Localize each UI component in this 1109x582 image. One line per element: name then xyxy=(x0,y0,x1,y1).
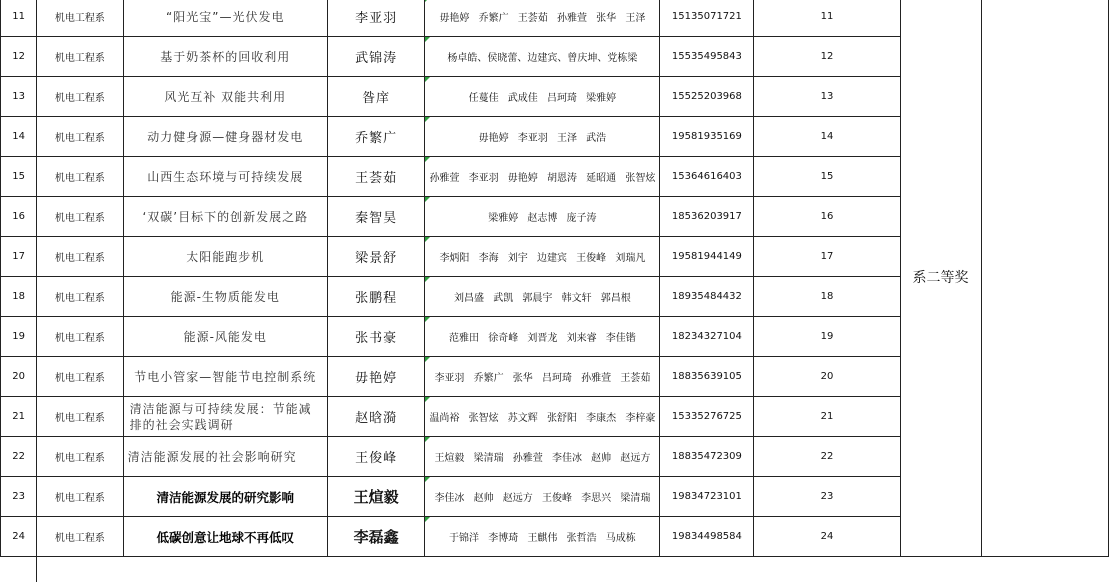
members-cell[interactable]: 李佳冰 赵帅 赵远方 王俊峰 李思兴 梁清瑞 xyxy=(425,477,660,517)
phone-cell[interactable]: 19834723101 xyxy=(660,477,754,517)
comment-marker-icon xyxy=(425,437,430,442)
table-row xyxy=(1,0,1109,37)
members-cell[interactable]: 范雅田 徐奇峰 刘晋龙 刘来睿 李佳锴 xyxy=(425,317,660,357)
row-number[interactable]: 24 xyxy=(1,517,37,557)
leader-cell[interactable]: 王荟茹 xyxy=(327,157,425,197)
rank-cell[interactable]: 22 xyxy=(754,437,900,477)
members-cell[interactable]: 毋艳婷 乔繁广 王荟茹 孙雅萱 张华 王泽 xyxy=(425,0,660,37)
members-cell[interactable]: 刘昌盛 武凯 郭晨宇 韩文轩 郭昌根 xyxy=(425,277,660,317)
rank-cell[interactable]: 16 xyxy=(754,197,900,237)
project-title-cell[interactable]: 能源-生物质能发电 xyxy=(123,277,327,317)
row-number[interactable]: 20 xyxy=(1,357,37,397)
comment-marker-icon xyxy=(425,517,430,522)
row-number[interactable]: 21 xyxy=(1,397,37,437)
leader-cell[interactable]: 张鹏程 xyxy=(327,277,425,317)
grid-line xyxy=(36,556,37,582)
rank-cell[interactable]: 20 xyxy=(754,357,900,397)
members-cell[interactable]: 于锦洋 李博琦 王麒伟 张哲浩 马成栋 xyxy=(425,517,660,557)
project-title-cell[interactable]: 太阳能跑步机 xyxy=(123,237,327,277)
leader-cell[interactable]: 昝庠 xyxy=(327,77,425,117)
rank-cell[interactable]: 13 xyxy=(754,77,900,117)
rank-cell[interactable]: 18 xyxy=(754,277,900,317)
leader-cell[interactable]: 毋艳婷 xyxy=(327,357,425,397)
leader-cell[interactable]: 李亚羽 xyxy=(327,0,425,37)
comment-marker-icon xyxy=(425,197,430,202)
project-title-cell[interactable]: 山西生态环境与可持续发展 xyxy=(123,157,327,197)
phone-cell[interactable]: 19834498584 xyxy=(660,517,754,557)
row-number[interactable]: 23 xyxy=(1,477,37,517)
row-number[interactable]: 17 xyxy=(1,237,37,277)
project-title-cell[interactable]: 低碳创意让地球不再低叹 xyxy=(123,517,327,557)
leader-cell[interactable]: 赵晗漪 xyxy=(327,397,425,437)
phone-cell[interactable]: 18234327104 xyxy=(660,317,754,357)
project-title-cell[interactable]: “阳光宝”—光伏发电 xyxy=(123,0,327,37)
rank-cell[interactable]: 12 xyxy=(754,37,900,77)
department-cell[interactable]: 机电工程系 xyxy=(37,477,123,517)
comment-marker-icon xyxy=(425,477,430,482)
leader-cell[interactable]: 张书豪 xyxy=(327,317,425,357)
rank-cell[interactable]: 11 xyxy=(754,0,900,37)
members-cell[interactable]: 温尚裕 张智炫 苏文辉 张舒阳 李康杰 李梓豪 xyxy=(425,397,660,437)
rank-cell[interactable]: 15 xyxy=(754,157,900,197)
rank-cell[interactable]: 14 xyxy=(754,117,900,157)
members-cell[interactable]: 任蔓佳 武成佳 吕珂琦 梁雅婷 xyxy=(425,77,660,117)
members-cell[interactable]: 毋艳婷 李亚羽 王泽 武浩 xyxy=(425,117,660,157)
comment-marker-icon xyxy=(425,117,430,122)
row-number[interactable]: 19 xyxy=(1,317,37,357)
phone-cell[interactable]: 15535495843 xyxy=(660,37,754,77)
row-number[interactable]: 18 xyxy=(1,277,37,317)
comment-marker-icon xyxy=(425,157,430,162)
department-cell[interactable]: 机电工程系 xyxy=(37,197,123,237)
leader-cell[interactable]: 李磊鑫 xyxy=(327,517,425,557)
comment-marker-icon xyxy=(425,237,430,242)
members-cell[interactable]: 孙雅萱 李亚羽 毋艳婷 胡恩涛 延昭通 张智炫 xyxy=(425,157,660,197)
empty-column xyxy=(981,0,1108,557)
leader-cell[interactable]: 王煊毅 xyxy=(327,477,425,517)
project-title-cell[interactable]: ‘双碳’目标下的创新发展之路 xyxy=(123,197,327,237)
project-title-cell[interactable]: 清洁能源与可持续发展：节能减排的社会实践调研 xyxy=(123,397,327,437)
row-number[interactable]: 13 xyxy=(1,77,37,117)
phone-cell[interactable]: 19581944149 xyxy=(660,237,754,277)
phone-cell[interactable]: 19581935169 xyxy=(660,117,754,157)
comment-marker-icon xyxy=(425,317,430,322)
members-cell[interactable]: 杨卓皓、侯晓蕾、边建宾、曾庆坤、党栋梁 xyxy=(425,37,660,77)
project-title-cell[interactable]: 动力健身源—健身器材发电 xyxy=(123,117,327,157)
rank-cell[interactable]: 21 xyxy=(754,397,900,437)
row-number[interactable]: 15 xyxy=(1,157,37,197)
department-cell[interactable]: 机电工程系 xyxy=(37,37,123,77)
project-title-cell[interactable]: 节电小管家—智能节电控制系统 xyxy=(123,357,327,397)
members-cell[interactable]: 王煊毅 梁清瑞 孙雅萱 李佳冰 赵帅 赵远方 xyxy=(425,437,660,477)
comment-marker-icon xyxy=(425,37,430,42)
row-number[interactable]: 16 xyxy=(1,197,37,237)
leader-cell[interactable]: 秦智昊 xyxy=(327,197,425,237)
members-cell[interactable]: 李亚羽 乔繁广 张华 吕珂琦 孙雅萱 王荟茹 xyxy=(425,357,660,397)
department-cell[interactable]: 机电工程系 xyxy=(37,277,123,317)
members-cell[interactable]: 梁雅婷 赵志博 庞子涛 xyxy=(425,197,660,237)
comment-marker-icon xyxy=(425,77,430,82)
project-title-cell[interactable]: 风光互补 双能共利用 xyxy=(123,77,327,117)
department-cell[interactable]: 机电工程系 xyxy=(37,237,123,277)
leader-cell[interactable]: 武锦涛 xyxy=(327,37,425,77)
phone-cell[interactable]: 18835639105 xyxy=(660,357,754,397)
department-cell[interactable]: 机电工程系 xyxy=(37,0,123,37)
row-number[interactable]: 12 xyxy=(1,37,37,77)
leader-cell[interactable]: 乔繁广 xyxy=(327,117,425,157)
department-cell[interactable]: 机电工程系 xyxy=(37,517,123,557)
department-cell[interactable]: 机电工程系 xyxy=(37,397,123,437)
row-number[interactable]: 14 xyxy=(1,117,37,157)
comment-marker-icon xyxy=(425,397,430,402)
leader-cell[interactable]: 王俊峰 xyxy=(327,437,425,477)
rank-cell[interactable]: 17 xyxy=(754,237,900,277)
award-cell[interactable]: 系二等奖 xyxy=(900,0,981,557)
department-cell[interactable]: 机电工程系 xyxy=(37,117,123,157)
comment-marker-icon xyxy=(425,277,430,282)
department-cell[interactable]: 机电工程系 xyxy=(37,77,123,117)
comment-marker-icon xyxy=(425,357,430,362)
department-cell[interactable]: 机电工程系 xyxy=(37,157,123,197)
comment-marker-icon xyxy=(425,0,430,2)
project-title-cell[interactable]: 基于奶茶杯的回收利用 xyxy=(123,37,327,77)
department-cell[interactable]: 机电工程系 xyxy=(37,437,123,477)
rank-cell[interactable]: 19 xyxy=(754,317,900,357)
rank-cell[interactable]: 23 xyxy=(754,477,900,517)
project-title-cell[interactable]: 能源-风能发电 xyxy=(123,317,327,357)
department-cell[interactable]: 机电工程系 xyxy=(37,317,123,357)
phone-cell[interactable]: 18935484432 xyxy=(660,277,754,317)
phone-cell[interactable]: 18835472309 xyxy=(660,437,754,477)
phone-cell[interactable]: 15335276725 xyxy=(660,397,754,437)
rank-cell[interactable]: 24 xyxy=(754,517,900,557)
department-cell[interactable]: 机电工程系 xyxy=(37,357,123,397)
project-title-cell[interactable]: 清洁能源发展的社会影响研究 xyxy=(123,437,327,477)
phone-cell[interactable]: 15525203968 xyxy=(660,77,754,117)
phone-cell[interactable]: 15364616403 xyxy=(660,157,754,197)
leader-cell[interactable]: 梁景舒 xyxy=(327,237,425,277)
row-number[interactable]: 22 xyxy=(1,437,37,477)
project-title-cell[interactable]: 清洁能源发展的研究影响 xyxy=(123,477,327,517)
phone-cell[interactable]: 15135071721 xyxy=(660,0,754,37)
row-number[interactable]: 11 xyxy=(1,0,37,37)
phone-cell[interactable]: 18536203917 xyxy=(660,197,754,237)
members-cell[interactable]: 李炳阳 李海 刘宇 边建宾 王俊峰 刘瑞凡 xyxy=(425,237,660,277)
